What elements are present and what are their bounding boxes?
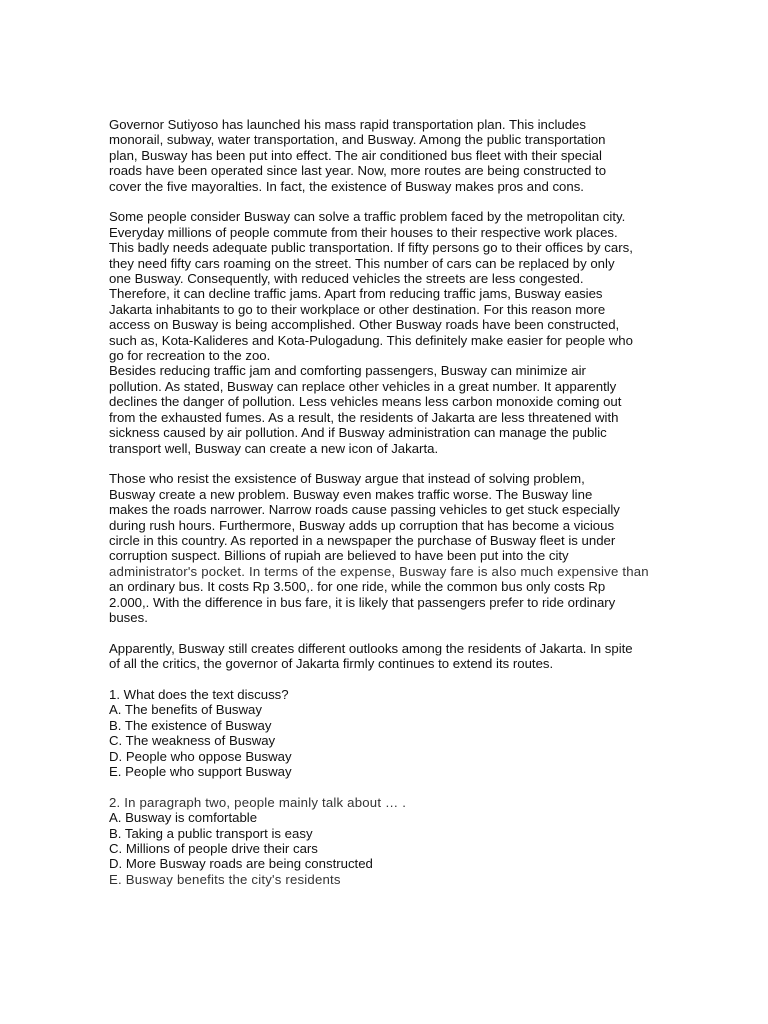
text-line: circle in this country. As reported in a newspaper the purchase of Busway fleet is under (109, 532, 616, 548)
answer-option: B. The existence of Busway (109, 717, 272, 733)
paragraph-2 (109, 209, 679, 363)
question-prompt: 2. In paragraph two, people mainly talk about … . (109, 794, 407, 810)
text-line: Some people consider Busway can solve a traffic problem faced by the metropolitan city. (109, 209, 626, 225)
paragraph-spacer (109, 779, 679, 794)
question-2 (109, 795, 679, 887)
text-line: an ordinary bus. It costs Rp 3.500,. for one ride, while the common bus only costs Rp (109, 579, 606, 595)
text-line: go for recreation to the zoo. (109, 348, 271, 364)
answer-option: E. Busway benefits the city's residents (109, 871, 341, 887)
text-line: Therefore, it can decline traffic jams. Apart from reducing traffic jams, Busway easies (109, 286, 603, 302)
paragraph-5 (109, 641, 679, 672)
text-line: buses. (109, 609, 148, 625)
text-line: Jakarta inhabitants to go to their workplace or other destination. For this reason more (109, 301, 606, 317)
text-line: declines the danger of pollution. Less vehicles means less carbon monoxide coming out (109, 394, 622, 410)
paragraph-4 (109, 471, 679, 625)
text-line: plan, Busway has been put into effect. The air conditioned bus fleet with their special (109, 147, 602, 163)
text-line: Governor Sutiyoso has launched his mass rapid transportation plan. This includes (109, 117, 586, 132)
text-line: Besides reducing traffic jam and comforting passengers, Busway can minimize air (109, 363, 586, 379)
answer-option: D. More Busway roads are being constructed (109, 856, 373, 872)
text-line: of all the critics, the governor of Jakarta firmly continues to extend its routes. (109, 656, 554, 672)
text-line: access on Busway is being accomplished. Other Busway roads have been constructed, (109, 317, 620, 333)
text-line: sickness caused by air pollution. And if Busway administration can manage the public (109, 425, 607, 441)
text-line: pollution. As stated, Busway can replace other vehicles in a great number. It apparently (109, 378, 617, 394)
text-line: makes the roads narrower. Narrow roads cause passing vehicles to get stuck especially (109, 502, 620, 518)
paragraph-spacer (109, 456, 679, 471)
document-body (109, 117, 679, 887)
answer-option: D. People who oppose Busway (109, 748, 292, 764)
answer-option: E. People who support Busway (109, 764, 292, 779)
text-line: they need fifty cars roaming on the street. This number of cars can be replaced by only (109, 255, 615, 271)
text-line: Busway create a new problem. Busway even makes traffic worse. The Busway line (109, 486, 593, 502)
paragraph-spacer (109, 194, 679, 209)
text-line: from the exhausted fumes. As a result, the residents of Jakarta are less threatened with (109, 409, 619, 425)
paragraph-spacer (109, 625, 679, 640)
answer-option: C. Millions of people drive their cars (109, 841, 318, 857)
text-line: during rush hours. Furthermore, Busway adds up corruption that has become a vicious (109, 517, 615, 533)
text-line: This badly needs adequate public transportation. If fifty persons go to their offices by cars, (109, 240, 633, 256)
paragraph-spacer (109, 672, 679, 687)
text-line: one Busway. Consequently, with reduced vehicles the streets are less congested. (109, 271, 584, 287)
question-1 (109, 687, 679, 779)
text-line: 2.000,. With the difference in bus fare, it is likely that passengers prefer to ride ordinary (109, 594, 616, 610)
text-line: such as, Kota-Kalideres and Kota-Pulogadung. This definitely make easier for people who (109, 332, 633, 348)
paragraph-1 (109, 117, 679, 194)
text-line: transport well, Busway can create a new icon of Jakarta. (109, 440, 439, 456)
answer-option: A. Busway is comfortable (109, 810, 258, 826)
text-line: roads have been operated since last year. Now, more routes are being constructed to (109, 163, 607, 179)
text-line: Everyday millions of people commute from their houses to their respective work places. (109, 224, 618, 240)
text-line: corruption suspect. Billions of rupiah are believed to have been put into the city (109, 548, 569, 564)
answer-option: A. The benefits of Busway (109, 702, 262, 718)
text-line: cover the five mayoralties. In fact, the existence of Busway makes pros and cons. (109, 178, 584, 194)
answer-option: C. The weakness of Busway (109, 733, 276, 749)
text-line: Those who resist the exsistence of Busway argue that instead of solving problem, (109, 471, 585, 487)
text-line: Apparently, Busway still creates different outlooks among the residents of Jakarta. In spite (109, 640, 633, 656)
answer-option: B. Taking a public transport is easy (109, 825, 313, 841)
paragraph-3 (109, 363, 679, 455)
text-line: administrator's pocket. In terms of the expense, Busway fare is also much expensive than (109, 563, 649, 579)
question-prompt: 1. What does the text discuss? (109, 686, 289, 702)
text-line: monorail, subway, water transportation, and Busway. Among the public transportation (109, 132, 606, 148)
